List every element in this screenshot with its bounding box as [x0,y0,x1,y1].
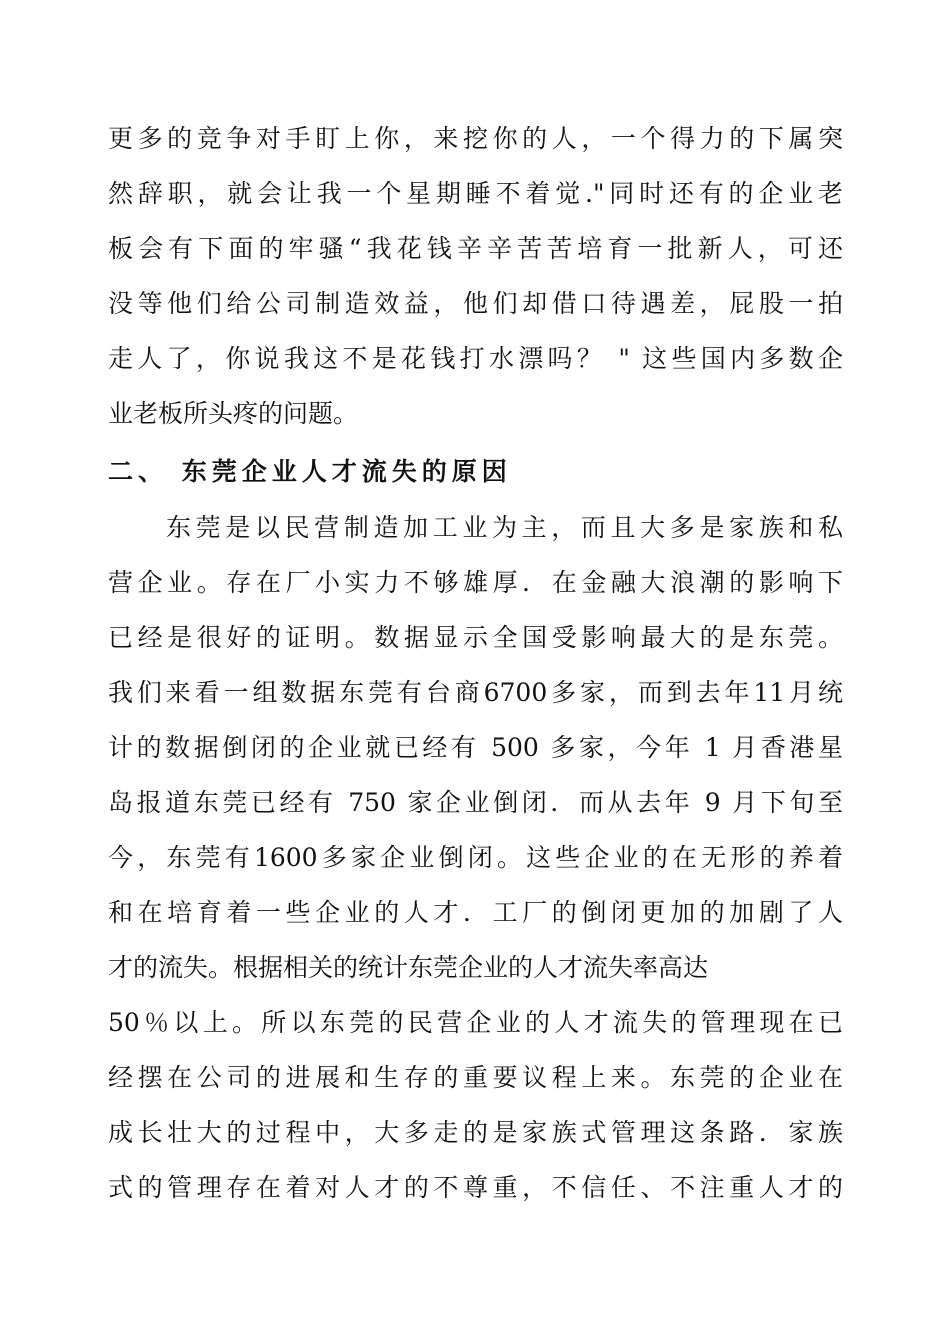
text-line: 走人了，你说我这不是花钱打水漂吗？ " 这些国内多数企 [108,344,843,373]
text-line: 才的流失。根据相关的统计东莞企业的人才流失率高达 [108,953,709,982]
text-line: 经摆在公司的进展和生存的重要议程上来。东莞的企业在 [108,1063,843,1092]
text-line: 50％以上。所以东莞的民营企业的人才流失的管理现在已 [108,1008,843,1037]
text-line: 营企业。存在厂小实力不够雄厚．在金融大浪潮的影响下 [108,568,843,597]
text-line: 成长壮大的过程中，大多走的是家族式管理这条路．家族 [108,1118,843,1147]
text-line: 业老板所头疼的问题。 [108,399,359,428]
text-line: 然辞职，就会让我一个星期睡不着觉."同时还有的企业老 [108,179,843,208]
text-line: 和在培育着一些企业的人才．工厂的倒闭更加的加剧了人 [108,898,843,927]
text-line: 式的管理存在着对人才的不尊重，不信任、不注重人才的 [108,1173,843,1202]
text-line: 没等他们给公司制造效益，他们却借口待遇差，屁股一拍 [108,289,843,318]
text-line: 计的数据倒闭的企业就已经有 500 多家，今年 1 月香港星 [108,733,843,762]
text-line: 更多的竞争对手盯上你，来挖你的人，一个得力的下属突 [108,124,843,153]
text-line: 板会有下面的牢骚“我花钱辛辛苦苦培育一批新人，可还 [108,234,843,263]
text-line: 东莞是以民营制造加工业为主，而且大多是家族和私 [166,513,843,542]
text-line: 岛报道东莞已经有 750 家企业倒闭．而从去年 9 月下旬至 [108,788,843,817]
text-line: 我们来看一组数据东莞有台商6700多家，而到去年11月统 [108,678,843,707]
text-line: 今，东莞有1600多家企业倒闭。这些企业的在无形的养着 [108,843,843,872]
text-line: 已经是很好的证明。数据显示全国受影响最大的是东莞。 [108,623,843,652]
section-heading: 二、 东莞企业人才流失的原因 [108,457,512,486]
